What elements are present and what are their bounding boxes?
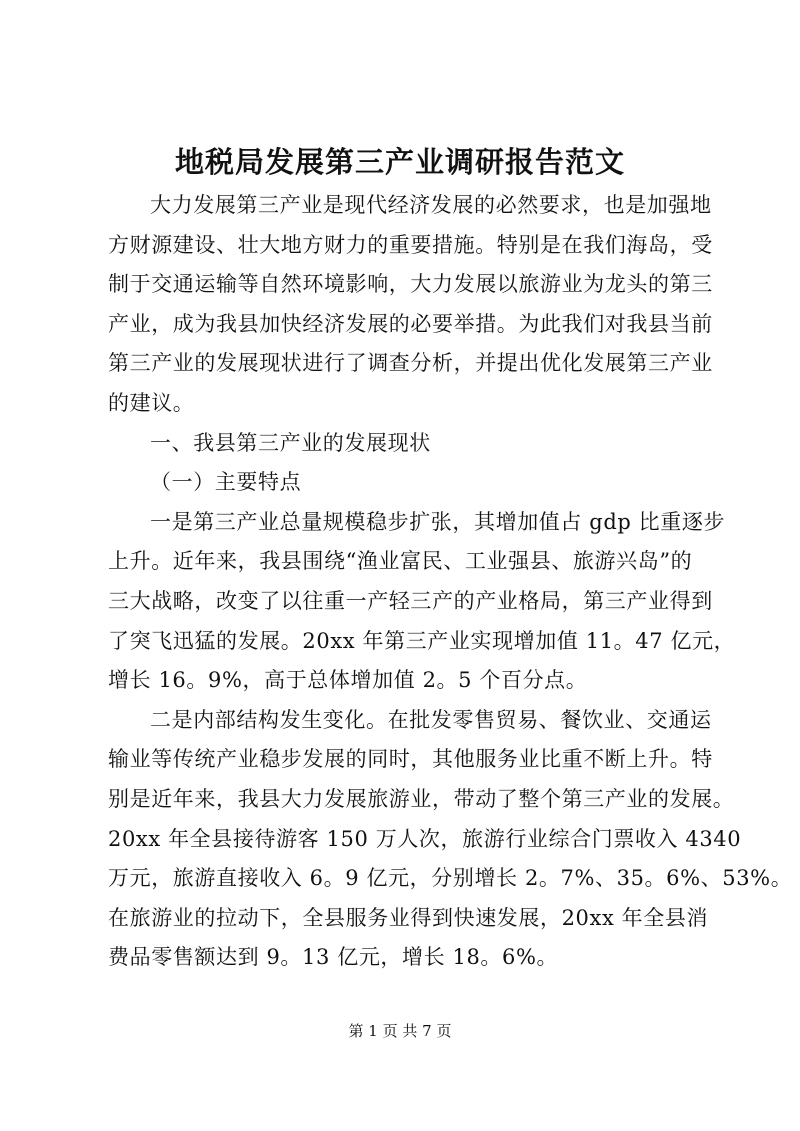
document-title: 地税局发展第三产业调研报告范文 [174, 145, 625, 179]
paragraph-line: 一是第三产业总量规模稳步扩张，其增加值占 gdp 比重逐步 [150, 509, 726, 534]
paragraph-line: 别是近年来，我县大力发展旅游业，带动了整个第三产业的发展。 [108, 786, 735, 811]
paragraph-line: 产业，成为我县加快经济发展的必要举措。为此我们对我县当前 [108, 311, 713, 336]
paragraph-line: 第三产业的发展现状进行了调查分析，并提出优化发展第三产业 [108, 351, 713, 376]
page-indicator: 第 1 页 共 7 页 [348, 1022, 452, 1040]
paragraph-line: 20xx 年全县接待游客 150 万人次，旅游行业综合门票收入 4340 [108, 826, 742, 851]
paragraph-line: 大力发展第三产业是现代经济发展的必然要求，也是加强地 [150, 193, 712, 217]
paragraph-line: 费品零售额达到 9。13 亿元，增长 18。6%。 [108, 945, 559, 970]
paragraph-line: 了突飞迅猛的发展。20xx 年第三产业实现增加值 11。47 亿元， [108, 628, 736, 653]
section-heading: 一、我县第三产业的发展现状 [150, 430, 431, 455]
document-body [108, 186, 793, 978]
paragraph-line: 二是内部结构发生变化。在批发零售贸易、餐饮业、交通运 [150, 707, 712, 732]
paragraph-line: 方财源建设、壮大地方财力的重要措施。特别是在我们海岛，受 [108, 232, 713, 257]
paragraph-line: 制于交通运输等自然环境影响，大力发展以旅游业为龙头的第三 [108, 272, 713, 297]
paragraph-line: 输业等传统产业稳步发展的同时，其他服务业比重不断上升。特 [108, 747, 713, 772]
paragraph-line: 万元，旅游直接收入 6。9 亿元，分别增长 2。7%、35。6%、53%。 [108, 866, 793, 891]
paragraph-line: 增长 16。9%，高于总体增加值 2。5 个百分点。 [108, 668, 588, 693]
paragraph-line: 的建议。 [108, 390, 195, 415]
paragraph-line: 在旅游业的拉动下，全县服务业得到快速发展，20xx 年全县消 [108, 905, 709, 930]
paragraph-line: 三大战略，改变了以往重一产轻三产的产业格局，第三产业得到 [108, 588, 713, 613]
paragraph-line: 上升。近年来，我县围绕“渔业富民、工业强县、旅游兴岛”的 [108, 549, 693, 574]
subsection-heading: （一）主要特点 [150, 470, 302, 495]
